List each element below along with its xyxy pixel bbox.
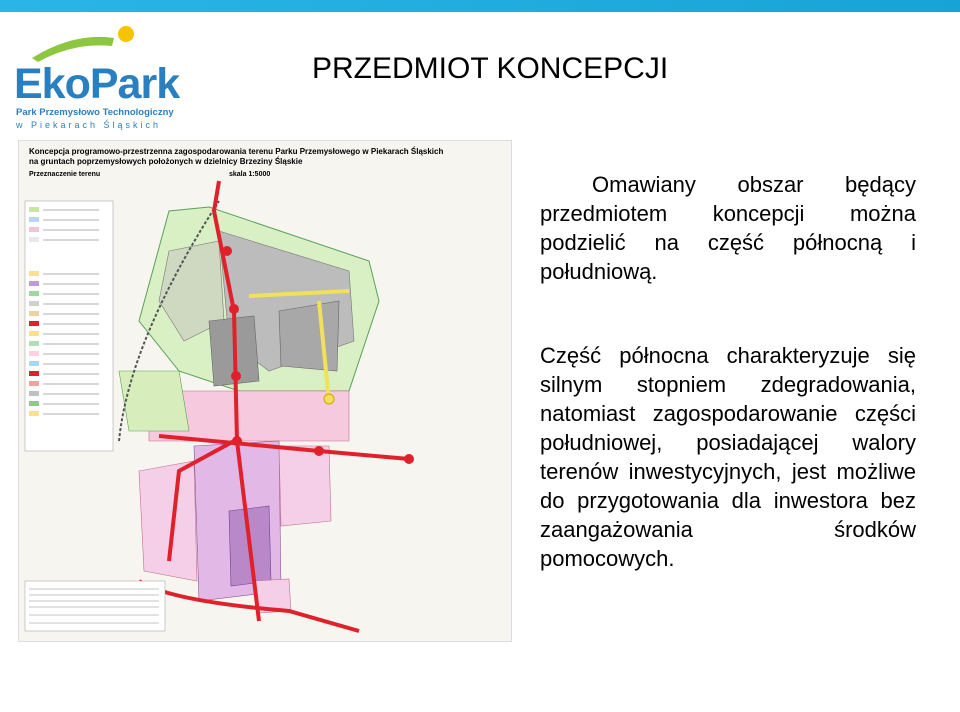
map-subtitle: Przeznaczenie terenu	[29, 171, 101, 178]
body-paragraph-1	[540, 170, 916, 286]
logo-swoosh-icon	[14, 24, 174, 64]
top-accent-bar	[0, 0, 960, 12]
logo-location: w Piekarach Śląskich	[16, 120, 162, 130]
map-drawing	[19, 141, 511, 641]
concept-map-image	[18, 140, 512, 642]
map-title-line2: na gruntach poprzemysłowych położonych w dzielnicy Brzeziny Śląskie	[29, 157, 303, 166]
body-paragraph-1-text: Omawiany obszar będący przedmiotem koncepcji można podzielić na część północną i południową.	[540, 172, 916, 284]
logo-subtitle: Park Przemysłowo Technologiczny	[16, 107, 174, 118]
map-title	[29, 147, 443, 167]
page-title: PRZEDMIOT KONCEPCJI	[312, 52, 669, 85]
map-scale: skala 1:5000	[229, 171, 271, 178]
ekopark-logo	[14, 24, 180, 130]
logo-name: EkoPark	[14, 60, 180, 108]
body-paragraph-2: Część północna charakteryzuje się silnym stopniem zdegradowania, natomiast zagospodarowanie części południowej, posiadającej walory terenów inwestycyjnych, jest możliwe do przygotowania dla inwestora bez zaangażowania środków pomocowych.	[540, 343, 916, 571]
map-title-line1: Koncepcja programowo-przestrzenna zagospodarowania terenu Parku Przemysłowego w Piekarach Śląskich	[29, 147, 444, 156]
